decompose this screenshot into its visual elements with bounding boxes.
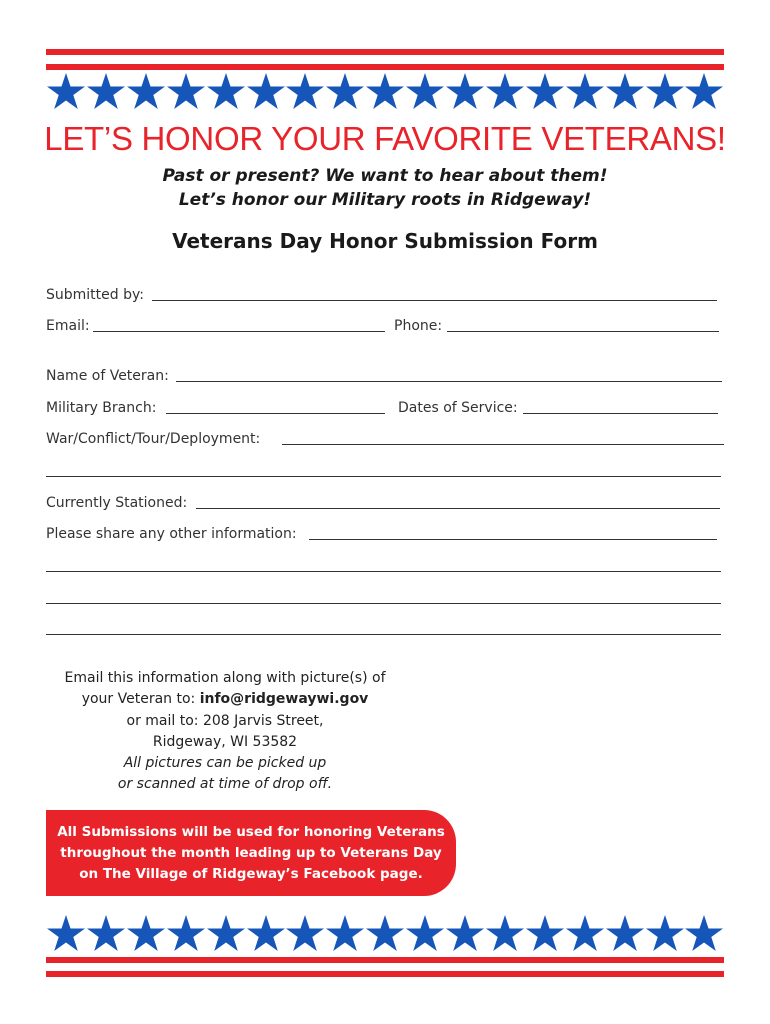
star-icon <box>565 914 605 954</box>
submitted-by-label: Submitted by: <box>46 287 144 303</box>
star-icon <box>365 914 405 954</box>
contact-line-2-prefix: your Veteran to: <box>81 691 200 708</box>
star-icon <box>86 72 126 112</box>
military-branch-field[interactable] <box>166 413 385 414</box>
star-icon <box>246 914 286 954</box>
phone-field[interactable] <box>447 331 719 332</box>
star-icon <box>166 72 206 112</box>
star-icon <box>445 914 485 954</box>
veteran-name-label: Name of Veteran: <box>46 368 169 384</box>
top-star-row <box>46 72 724 112</box>
dates-of-service-field[interactable] <box>523 413 718 414</box>
contact-line-1: Email this information along with picture(s) of <box>64 670 386 686</box>
star-icon <box>525 72 565 112</box>
star-icon <box>605 914 645 954</box>
star-icon <box>285 914 325 954</box>
subtitle-line-2: Let’s honor our Military roots in Ridgeway! <box>178 190 592 210</box>
other-info-field[interactable] <box>309 539 717 540</box>
star-icon <box>405 914 445 954</box>
star-icon <box>126 72 166 112</box>
subtitle-line-1: Past or present? We want to hear about them! <box>162 166 608 186</box>
star-icon <box>485 914 525 954</box>
contact-line-6: or scanned at time of drop off. <box>117 776 333 793</box>
star-icon <box>46 914 86 954</box>
star-icon <box>365 72 405 112</box>
star-icon <box>166 914 206 954</box>
top-stripe-1 <box>46 49 724 55</box>
contact-info <box>40 668 410 796</box>
submitted-by-field[interactable] <box>152 300 717 301</box>
banner-line-1: All Submissions will be used for honoring Veterans <box>57 823 445 840</box>
contact-email-link[interactable]: info@ridgewaywi.gov <box>199 691 369 708</box>
currently-stationed-label: Currently Stationed: <box>46 495 188 511</box>
bottom-star-row <box>46 914 724 954</box>
top-stripe-2 <box>46 64 724 70</box>
page-title: LET’S HONOR YOUR FAVORITE VETERANS! <box>44 120 726 157</box>
email-field[interactable] <box>93 331 385 332</box>
contact-line-4: Ridgeway, WI 53582 <box>152 733 298 750</box>
star-icon <box>485 72 525 112</box>
veteran-name-field[interactable] <box>176 381 722 382</box>
war-conflict-label: War/Conflict/Tour/Deployment: <box>46 431 261 447</box>
military-branch-label: Military Branch: <box>46 400 157 416</box>
banner-line-2: throughout the month leading up to Veterans Day <box>60 844 442 861</box>
star-icon <box>525 914 565 954</box>
other-info-label: Please share any other information: <box>46 526 297 542</box>
star-icon <box>86 914 126 954</box>
other-info-line-4[interactable] <box>46 634 721 635</box>
star-icon <box>645 914 685 954</box>
email-label: Email: <box>46 318 90 334</box>
star-icon <box>246 72 286 112</box>
other-info-line-3[interactable] <box>46 603 721 604</box>
contact-line-3: or mail to: 208 Jarvis Street, <box>126 712 324 729</box>
other-info-line-2[interactable] <box>46 571 721 572</box>
star-icon <box>206 72 246 112</box>
dates-of-service-label: Dates of Service: <box>398 400 518 416</box>
star-icon <box>684 914 724 954</box>
form-title: Veterans Day Honor Submission Form <box>172 229 598 253</box>
banner-line-3: on The Village of Ridgeway’s Facebook page. <box>79 865 423 882</box>
star-icon <box>405 72 445 112</box>
contact-line-2 <box>40 689 410 710</box>
bottom-stripe-2 <box>46 971 724 977</box>
star-icon <box>565 72 605 112</box>
star-icon <box>46 72 86 112</box>
bottom-stripe-1 <box>46 957 724 963</box>
star-icon <box>445 72 485 112</box>
phone-label: Phone: <box>394 318 443 334</box>
star-icon <box>605 72 645 112</box>
star-icon <box>126 914 166 954</box>
star-icon <box>684 72 724 112</box>
war-conflict-field[interactable] <box>282 444 724 445</box>
contact-line-5: All pictures can be picked up <box>123 755 327 772</box>
star-icon <box>325 914 365 954</box>
submission-notice-banner <box>46 810 456 896</box>
star-icon <box>206 914 246 954</box>
star-icon <box>285 72 325 112</box>
war-conflict-field-extra[interactable] <box>46 476 721 477</box>
currently-stationed-field[interactable] <box>196 508 720 509</box>
star-icon <box>325 72 365 112</box>
star-icon <box>645 72 685 112</box>
